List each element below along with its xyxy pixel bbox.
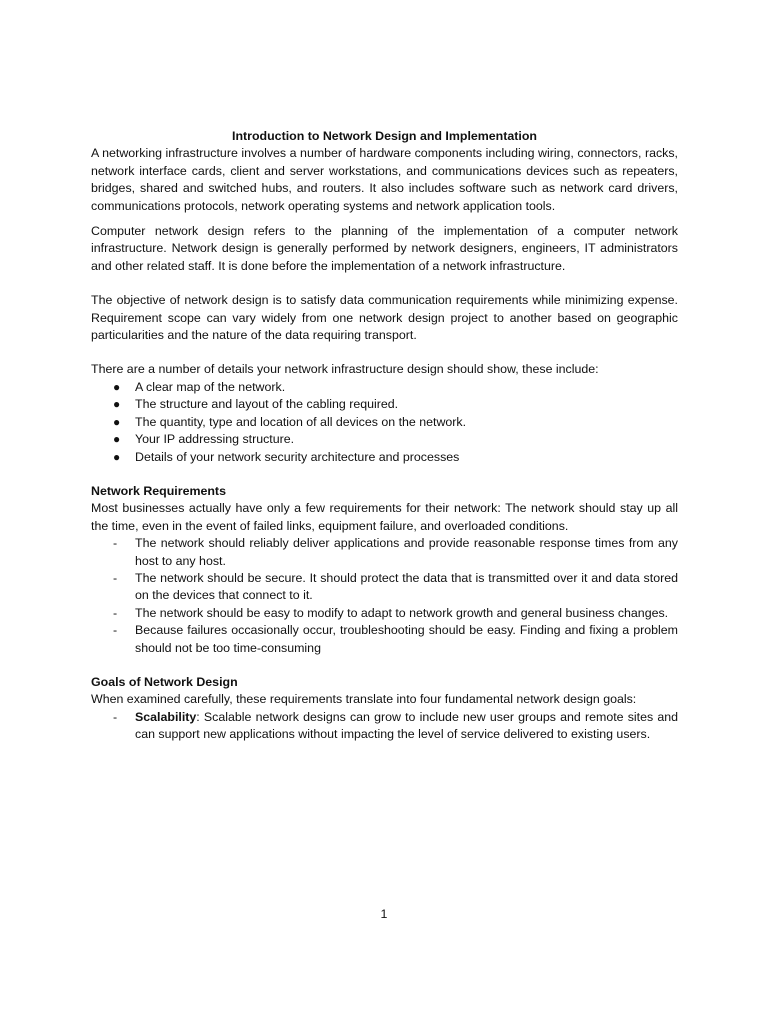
dash-icon: -: [113, 623, 118, 638]
details-intro: There are a number of details your network infrastructure design should show, these include:: [91, 362, 599, 377]
goal-text: : Scalable network designs can grow to include new user groups and remote sites and can support new applications without impacting the level of service delivered to existing users.: [135, 709, 678, 742]
dash-icon: -: [113, 570, 118, 585]
page-number: 1: [380, 907, 388, 921]
requirements-intro: Most businesses actually have only a few requirements for their network: The network should stay up all the time, even in the event of failed links, equipment failure, and overloaded conditions.: [91, 501, 678, 533]
goal-term: Scalability: [135, 709, 197, 724]
document-title: Introduction to Network Design and Implementation: [232, 129, 537, 143]
list-item: ● A clear map of the network.: [91, 379, 678, 396]
bullet-icon: ●: [113, 449, 121, 464]
bullet-icon: ●: [113, 379, 121, 394]
design-paragraph: Computer network design refers to the planning of the implementation of a computer network infrastructure. Network design is generally performed by network designers, engineers, IT administrators and other related staff. It is done before the implementation of a network infrastructure.: [91, 224, 678, 273]
bullet-icon: ●: [113, 414, 121, 429]
list-item: ● Details of your network security architecture and processes: [91, 449, 678, 466]
goals-list: [91, 709, 678, 744]
intro-paragraph: A networking infrastructure involves a number of hardware components including wiring, connectors, racks, network interface cards, client and server workstations, and communications devices such as repeaters, bridges, shared and switched hubs, and routers. It also includes software such as network card drivers, communications protocols, network operating systems and network application tools.: [91, 146, 678, 213]
goals-intro: When examined carefully, these requirements translate into four fundamental network design goals:: [91, 692, 637, 707]
details-list: [91, 379, 678, 466]
requirements-list: [91, 535, 678, 657]
dash-icon: -: [113, 709, 118, 724]
goals-heading: Goals of Network Design: [91, 674, 238, 689]
list-item: ● The structure and layout of the cabling required.: [91, 396, 678, 413]
dash-icon: -: [113, 605, 118, 620]
list-item: ● Your IP addressing structure.: [91, 431, 678, 448]
list-item: [91, 709, 678, 744]
document-body: [91, 128, 678, 744]
bullet-icon: ●: [113, 432, 121, 447]
list-item: - The network should reliably deliver applications and provide reasonable response times from any host to any host.: [113, 536, 678, 568]
bullet-icon: ●: [113, 397, 121, 412]
list-item: - Because failures occasionally occur, troubleshooting should be easy. Finding and fixing a problem should not be too time-consuming: [113, 623, 678, 655]
dash-icon: -: [113, 536, 118, 551]
list-item: - The network should be easy to modify to adapt to network growth and general business changes.: [91, 605, 678, 622]
objective-paragraph: The objective of network design is to satisfy data communication requirements while minimizing expense. Requirement scope can vary widely from one network design project to another based on geographic particularities and the nature of the data requiring transport.: [91, 293, 678, 343]
list-item: ● The quantity, type and location of all devices on the network.: [91, 414, 678, 431]
list-item: - The network should be secure. It should protect the data that is transmitted over it and data stored on the devices that connect to it.: [113, 570, 678, 603]
requirements-heading: Network Requirements: [91, 483, 226, 498]
